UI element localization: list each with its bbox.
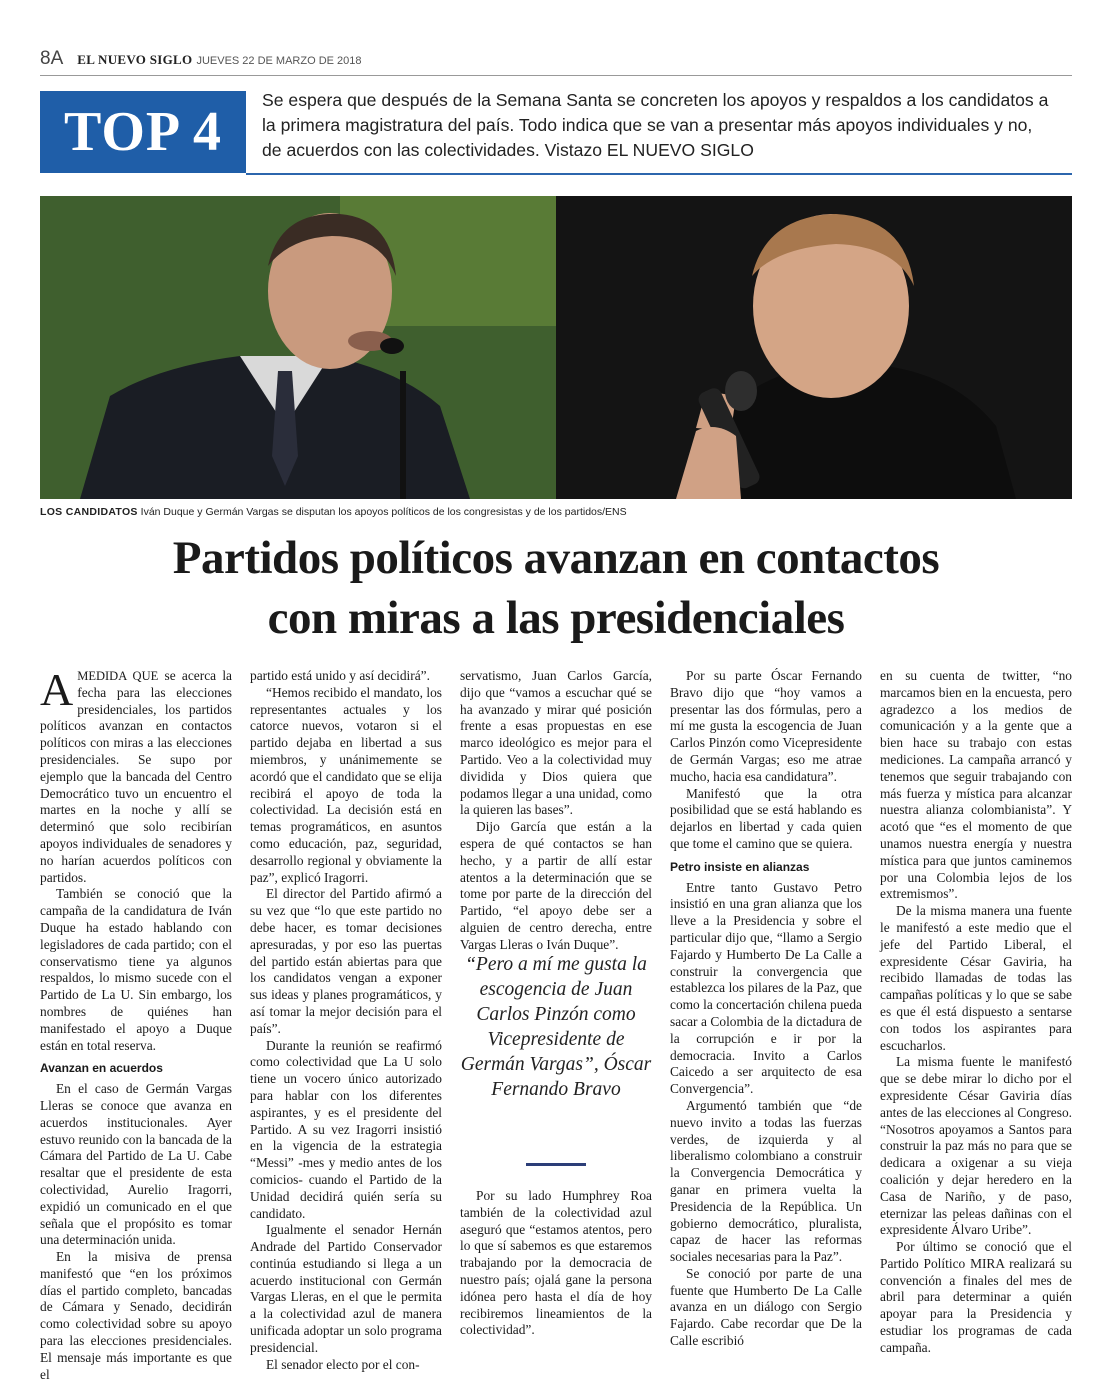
- col1-paragraph: En el caso de Germán Vargas Lleras se conoce que avanza en acuerdos institucionales. Ayer estuvo reunido con la bancada de la Cámara del Partido de La U. Cabe resaltar que el presidente de esta colectividad, Aurelio Iragorri, expidió un comunicado en el que señala que el propósito es tomar una determinación unida.: [40, 1081, 232, 1248]
- page-header: [40, 48, 1072, 76]
- article-column-2: [250, 668, 442, 1373]
- col4-paragraph: Se conoció por parte de una fuente que Humberto De La Calle avanza en un diálogo con Sergio Fajardo. Cabe recordar que De la Calle escribió: [670, 1265, 862, 1349]
- page-number: 8A: [40, 48, 64, 69]
- article-column-3: [460, 668, 652, 954]
- col1-paragraph: También se conoció que la campaña de la candidatura de Iván Duque ha estado hablando con legisladores de cada partido; con el conservatismo tiene ya algunos respaldos, lo mismo sucede con el Partido de La U. Sin embargo, los nombres de quiénes han manifestado el apoyo a Duque están en total reserva.: [40, 886, 232, 1053]
- kicker-rule: [246, 173, 1072, 175]
- col3-paragraph: servatismo, Juan Carlos García, dijo que “vamos a escuchar qué se ha avanzado y mirar qué posición frente a esas propuestas en ese marco ideológico es mejor para el Partido. Veo a la colectividad muy dividida y Dios quiera que podamos llegar a una unidad, como la quieren las bases”.: [460, 668, 652, 818]
- article-column-4: [670, 668, 862, 1350]
- col2-paragraph: El senador electo por el con-: [266, 1356, 420, 1372]
- headline-line2: con miras a las presidenciales: [267, 592, 845, 644]
- col4-paragraph: Argumentó también que “de nuevo invito a todas las fuerzas verdes, de izquierda y al liberalismo colombiano a construir la Convergencia Democrática y ganar en primera vuelta la Presidencia de la República. Un gobierno democrático, pluralista, capaz de hacer las reformas sociales necesarias para la Paz”.: [670, 1097, 862, 1265]
- article-column-1: [40, 664, 232, 1383]
- col1-p1-text: se acerca la fecha para las elecciones presidenciales, los partidos políticos avanzan en contactos políticos con miras a las elecciones presidenciales. Se supo por ejemplo que la bancada del Centro Democrático tuvo un encuentro el martes en la noche y allí se determinó que solo recibirían apoyos individuales de senadores y no harían acuerdos políticos con partidos.: [40, 668, 232, 885]
- headline: [40, 528, 1072, 648]
- pull-quote: “Pero a mí me gusta la escogencia de Juan Carlos Pinzón como Vicepresidente de Germán Vargas”, Óscar Fernando Bravo: [460, 954, 652, 1100]
- article-lead-paragraph: [40, 664, 232, 886]
- col5-paragraph: en su cuenta de twitter, “no marcamos bien en la encuesta, pero agradezco a los medios de comunicación y a la gente que a bien hace su trabajo con estas mediciones. La campaña arrancó y tenemos que seguir trabajando con más fuerza y mística para alcanzar nuestra alianza colombianista”. Y acotó que “es el momento de que unamos nuestra energía y nuestra mística para que juntos caminemos por una Colombia lejos de los extremismos”.: [880, 668, 1072, 902]
- col4-paragraph: Entre tanto Gustavo Petro insistió en una gran alianza que los lleve a la Presidencia y sobre el particular dijo que, “llamo a Sergio Fajardo y Humberto De La Calle a construir la convergencia que establezca los pilares de la Paz, que como la concertación chilena pueda sacar a Colombia de la dictadura de la corrupción e ir por la democracia. Invito a Carlos Caicedo a ser arquitecto de esa Convergencia”.: [670, 879, 862, 1097]
- vargas-portrait-illustration: [556, 196, 1072, 499]
- photo-caption: [40, 506, 1072, 518]
- col5-paragraph: Por último se conoció que el Partido Político MIRA realizará su convención a finales del mes de abril para determinar a quién apoyar para la Presidencia y estudiar los programas de cada campaña.: [880, 1239, 1072, 1355]
- col5-paragraph: De la misma manera una fuente le manifestó a este medio que el jefe del Partido Liberal, el expresidente César Gaviria, ha recibido llamadas de todas las campañas políticas y lo que se sabe es que él está dispuesto a sentarse con todos los aspirantes para escucharlos.: [880, 903, 1072, 1053]
- caption-lead: LOS CANDIDATOS: [40, 506, 138, 518]
- col4-paragraph: Por su parte Óscar Fernando Bravo dijo que “hoy vamos a presentar las dos fórmulas, pero a mí me gusta la escogencia de Juan Carlos Pinzón como Vicepresidente de Germán Vargas; eso me atrae mucho, hacia esa candidatura”.: [670, 668, 862, 784]
- lead-words: MEDIDA QUE: [77, 669, 159, 683]
- caption-text: Iván Duque y Germán Vargas se disputan los apoyos políticos de los congresistas y de los partidos/ENS: [137, 506, 627, 518]
- duque-portrait-illustration: [40, 196, 556, 499]
- col5-paragraph: La misma fuente le manifestó que se debe mirar lo dicho por el expresidente César Gaviria días antes de las elecciones al Congreso. “Nosotros apoyamos a Santos para construir la paz más no para que se dedicara a oxigenar a su vieja coalición y dejar heredero en la Casa de Nariño, y de paso, eternizar las peleas dañinas con el expresidente Álvaro Uribe”.: [880, 1054, 1072, 1238]
- top4-label-box: [40, 91, 246, 173]
- col4-paragraph: Manifestó que la otra posibilidad que se está hablando es dejarlos en libertad y cada quien que tome el camino que se quiera.: [670, 785, 862, 851]
- col2-paragraph: Durante la reunión se reafirmó como colectividad que La U solo tiene un vocero único autorizado para hablar con los diferentes aspirantes, y es el presidente del Partido. A su vez Iragorri insistió en la vigencia de la estrategia “Messi” -mes y medio antes de los comicios- cuando el Partido de la Unidad decidirá quién sería su candidato.: [250, 1037, 442, 1221]
- headline-line1: Partidos políticos avanzan en contactos: [172, 532, 940, 584]
- col1-paragraph: En la misiva de prensa manifestó que “en los próximos días el partido completo, bancadas de Cámara y Senado, decidirán como colectividad sobre su apoyo para las elecciones presidenciales. El mensaje más importante es que el: [40, 1249, 232, 1382]
- kicker-intro: Se espera que después de la Semana Santa se concreten los apoyos y respaldos a los candidatos a la primera magistratura del país. Todo indica que se van a presentar más apoyos individuales y no, de acuerdos con las colectividades. Vistazo EL NUEVO SIGLO: [262, 90, 1049, 160]
- article-column-5: [880, 668, 1072, 1357]
- photo-ivan-duque: [40, 196, 556, 499]
- col2-paragraph: Igualmente el senador Hernán Andrade del Partido Conservador continúa estudiando si llega a un acuerdo institucional con Germán Vargas Lleras, en el que le permita a la colectividad azul de manera unificada adoptar un solo programa presidencial.: [250, 1222, 442, 1355]
- issue-date: JUEVES 22 DE MARZO DE 2018: [196, 55, 362, 67]
- pull-quote-rule: [526, 1163, 586, 1166]
- col2-paragraph: El director del Partido afirmó a su vez que “lo que este partido no debe hacer, es tomar decisiones apresuradas, y por eso las puertas del partido están abiertas para que los candidatos vengan a exponer sus ideas y planes programáticos, y así tomar la mejor decisión para el país”.: [250, 886, 442, 1036]
- drop-cap: A: [40, 664, 74, 715]
- col2-paragraph: partido está unido y así decidirá”.: [250, 668, 430, 683]
- paper-name: EL NUEVO SIGLO: [77, 52, 193, 67]
- subhead-avanzan: Avanzan en acuerdos: [40, 1061, 163, 1076]
- top4-label: TOP 4: [63, 101, 222, 163]
- subhead-petro: Petro insiste en alianzas: [670, 859, 810, 874]
- col3-paragraph: Dijo García que están a la espera de qué contactos se han hecho, y a partir de allí estar atentos a la determinación que se tome por parte de la dirección del Partido, “el apoyo debe ser a alguien de centro derecha, entre Vargas Lleras o Iván Duque”.: [460, 819, 652, 952]
- photo-german-vargas: [556, 196, 1072, 499]
- candidates-photo: [40, 196, 1072, 499]
- col2-paragraph: “Hemos recibido el mandato, los representantes actuales y los catorce nuevos, votaron si el partido dejaba en libertad a sus miembros, y unánimemente se acordó que el candidato que se elija recibirá el apoyo de toda la colectividad. La decisión está en temas programáticos, en asuntos como educación, paz, seguridad, desarrollo regional y obviamente la paz”, explicó Iragorri.: [250, 684, 442, 885]
- col3-paragraph: Por su lado Humphrey Roa también de la colectividad azul aseguró que “estamos atentos, pero lo que sí sabemos es que estaremos trabajando por la democracia de nuestro país; ojalá gane la persona idónea pero hasta el día de hoy recibiremos lineamientos de la colectividad”.: [460, 1188, 652, 1338]
- article-column-3-bottom: [460, 1188, 652, 1339]
